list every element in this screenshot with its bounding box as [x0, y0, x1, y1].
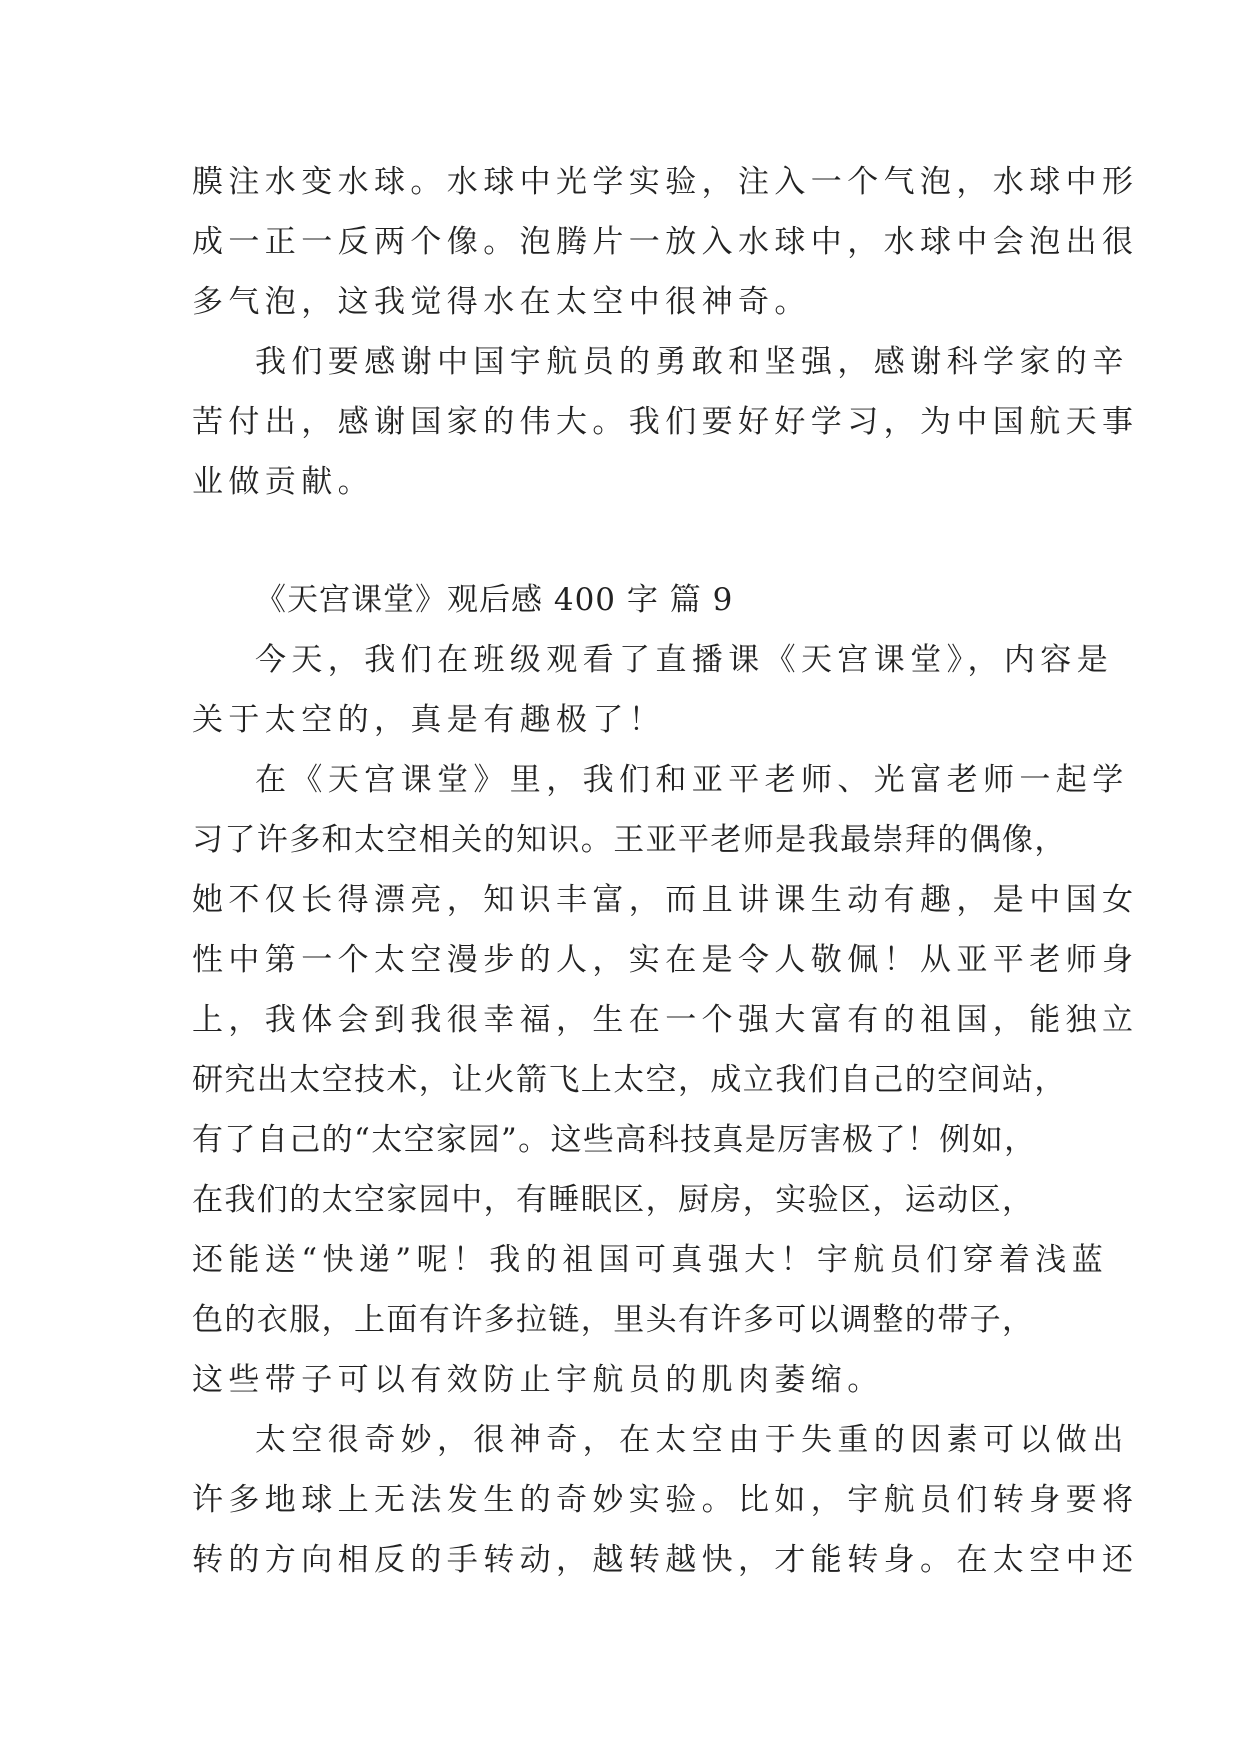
paragraph-line: 成一正一反两个像。泡腾片一放入水球中，水球中会泡出很 [192, 224, 1139, 260]
paragraph-line: 有了自己的“太空家园”。这些高科技真是厉害极了！例如， [192, 1122, 1037, 1158]
paragraph-line: 多气泡，这我觉得水在太空中很神奇。 [192, 284, 811, 320]
paragraph-line: 在《天宫课堂》里，我们和亚平老师、光富老师一起学 [255, 762, 1129, 798]
paragraph-line: 研究出太空技术，让火箭飞上太空，成立我们自己的空间站， [192, 1062, 1067, 1098]
paragraph-line: 色的衣服，上面有许多拉链，里头有许多可以调整的带子， [192, 1302, 1035, 1338]
paragraph-line: 上，我体会到我很幸福，生在一个强大富有的祖国，能独立 [192, 1002, 1139, 1038]
paragraph-line: 转的方向相反的手转动，越转越快，才能转身。在太空中还 [192, 1542, 1139, 1578]
paragraph-line: 习了许多和太空相关的知识。王亚平老师是我最崇拜的偶像， [192, 822, 1067, 858]
paragraph-line: 她不仅长得漂亮，知识丰富，而且讲课生动有趣，是中国女 [192, 882, 1139, 918]
section-title: 《天宫课堂》观后感 400 字 篇 9 [255, 582, 734, 618]
paragraph-line: 膜注水变水球。水球中光学实验，注入一个气泡，水球中形 [192, 164, 1139, 200]
paragraph-line: 还能送“快递”呢！我的祖国可真强大！宇航员们穿着浅蓝 [192, 1242, 1109, 1278]
paragraph-line: 关于太空的，真是有趣极了！ [192, 702, 666, 738]
paragraph-line: 性中第一个太空漫步的人，实在是令人敬佩！从亚平老师身 [192, 942, 1139, 978]
paragraph-line: 这些带子可以有效防止宇航员的肌肉萎缩。 [192, 1362, 884, 1398]
paragraph-line: 太空很奇妙，很神奇，在太空由于失重的因素可以做出 [255, 1422, 1129, 1458]
paragraph-line: 业做贡献。 [192, 464, 374, 500]
paragraph-line: 在我们的太空家园中，有睡眠区，厨房，实验区，运动区， [192, 1182, 1035, 1218]
paragraph-line: 我们要感谢中国宇航员的勇敢和坚强，感谢科学家的辛 [255, 344, 1129, 380]
paragraph-line: 许多地球上无法发生的奇妙实验。比如，宇航员们转身要将 [192, 1482, 1139, 1518]
paragraph-line: 今天，我们在班级观看了直播课《天宫课堂》，内容是 [255, 642, 1114, 678]
paragraph-line: 苦付出，感谢国家的伟大。我们要好好学习，为中国航天事 [192, 404, 1139, 440]
